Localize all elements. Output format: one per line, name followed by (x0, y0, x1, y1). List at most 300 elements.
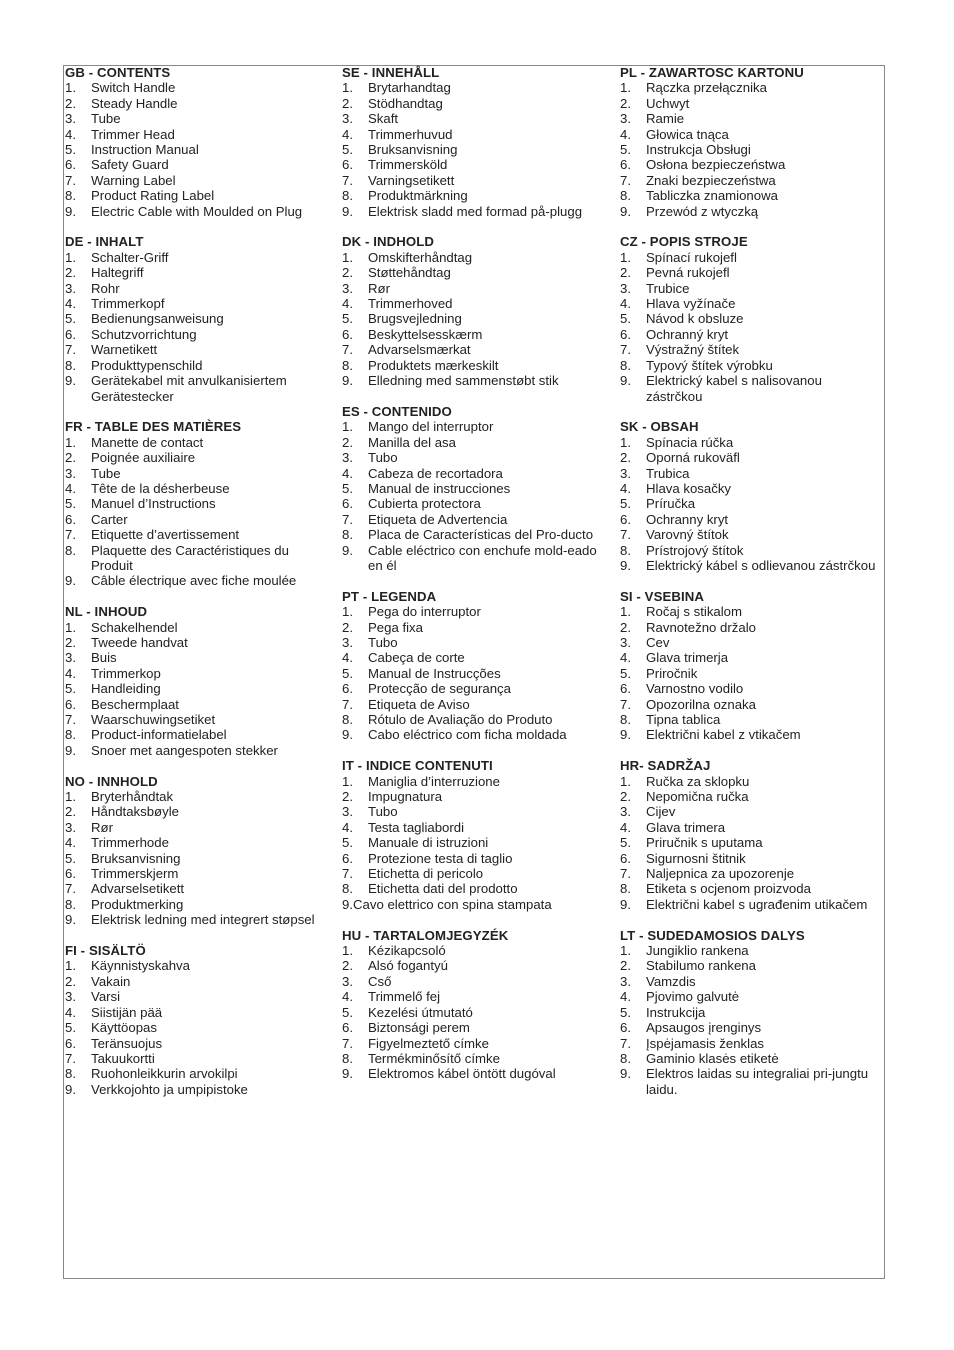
item-text: Hlava vyžínače (646, 296, 736, 312)
item-text: Protecção de segurança (368, 681, 511, 697)
item-text: Switch Handle (91, 80, 176, 96)
item-number: 5. (65, 142, 76, 158)
item-number: 7. (65, 881, 76, 897)
list-item (342, 835, 604, 850)
list-item (65, 265, 327, 280)
item-number: 2. (342, 958, 353, 974)
list-item (65, 527, 327, 542)
list-item (65, 157, 327, 172)
item-number: 1. (65, 80, 76, 96)
item-number: 2. (342, 434, 353, 450)
list-item (65, 373, 327, 404)
item-number: 9. (342, 727, 353, 743)
item-number: 5. (620, 1004, 631, 1020)
list-item (342, 296, 604, 311)
list-item (342, 281, 604, 296)
list-item (65, 727, 327, 742)
item-text: Støttehåndtag (368, 265, 451, 281)
item-text: Elledning med sammenstøbt stik (368, 373, 559, 389)
list-item (620, 1036, 882, 1051)
list-item (342, 481, 604, 496)
section-heading: HU - TARTALOMJEGYZÉK (342, 927, 509, 943)
list-item (620, 435, 882, 450)
list-item (620, 527, 882, 542)
item-number: 4. (620, 126, 631, 142)
item-text: Instrukcija (646, 1004, 706, 1020)
item-text: Rohr (91, 280, 120, 296)
item-text: Safety Guard (91, 157, 169, 173)
item-text: Vakain (91, 973, 131, 989)
item-number: 2. (65, 973, 76, 989)
contents-column-3 (620, 65, 882, 1113)
item-text: Električni kabel s ugrađenim utikačem (646, 896, 868, 912)
item-number: 2. (620, 450, 631, 466)
item-number: 6. (620, 1020, 631, 1036)
item-text: Tipna tablica (646, 712, 721, 728)
item-number: 9. (342, 542, 353, 558)
list-item (65, 80, 327, 95)
item-text: Electric Cable with Moulded on Plug (91, 203, 303, 219)
list-item (620, 804, 882, 819)
item-text: Gerätekabel mit anvulkanisiertem Gerätestecker (91, 373, 287, 404)
list-item (620, 358, 882, 373)
item-number: 8. (65, 542, 76, 558)
item-text: Električni kabel z vtikačem (646, 727, 801, 743)
list-item (342, 650, 604, 665)
item-text: Etiqueta de Aviso (368, 696, 470, 712)
list-item (342, 635, 604, 650)
item-number: 4. (65, 126, 76, 142)
item-text: Ručka za sklopku (646, 773, 750, 789)
list-item (342, 496, 604, 511)
item-text: Ročaj s stikalom (646, 604, 743, 620)
section-heading: IT - INDICE CONTENUTI (342, 758, 493, 774)
list-item (620, 681, 882, 696)
item-text: Ochranny kryt (646, 511, 729, 527)
language-section (342, 758, 604, 912)
item-number: 6. (65, 326, 76, 342)
item-text: Teränsuojus (91, 1035, 163, 1051)
item-number: 3. (620, 465, 631, 481)
item-number: 6. (342, 681, 353, 697)
item-number: 8. (620, 712, 631, 728)
item-number: 5. (342, 480, 353, 496)
item-number: 9. (65, 203, 76, 219)
list-item (65, 435, 327, 450)
list-item (65, 188, 327, 203)
list-item (620, 311, 882, 326)
list-item (342, 358, 604, 373)
list-item (620, 727, 882, 742)
item-number: 5. (620, 665, 631, 681)
item-text: Product-informatielabel (91, 727, 227, 743)
list-item (342, 789, 604, 804)
item-number: 8. (65, 188, 76, 204)
item-text: Gaminio klasės etiketė (646, 1050, 779, 1066)
language-section (342, 928, 604, 1082)
item-number: 3. (342, 973, 353, 989)
list-item (620, 974, 882, 989)
list-item (65, 866, 327, 881)
item-text: Takuukortti (91, 1050, 155, 1066)
list-item (342, 204, 604, 219)
item-text: Ruohonleikkurin arvokilpi (91, 1066, 238, 1082)
item-number: 8. (620, 188, 631, 204)
item-number: 7. (342, 172, 353, 188)
item-text: Rør (91, 819, 113, 835)
list-item (65, 327, 327, 342)
item-number: 7. (342, 696, 353, 712)
list-item (65, 1066, 327, 1081)
item-text: Spínací rukojefl (646, 249, 737, 265)
section-heading: DE - INHALT (65, 234, 144, 250)
item-text: Varovný štítok (646, 527, 729, 543)
item-number: 1. (65, 249, 76, 265)
list-item (620, 604, 882, 619)
section-heading: ES - CONTENIDO (342, 403, 452, 419)
list-item (620, 157, 882, 172)
list-item (65, 835, 327, 850)
section-heading: SI - VSEBINA (620, 588, 705, 604)
item-text: Vamzdis (646, 973, 696, 989)
list-item (620, 127, 882, 142)
item-text: Siistijän pää (91, 1004, 163, 1020)
item-number: 6. (342, 496, 353, 512)
item-number: 5. (342, 142, 353, 158)
list-item (65, 1036, 327, 1051)
item-number: 2. (342, 789, 353, 805)
item-text: Instrukcja Obsługi (646, 142, 751, 158)
item-text: Opozorilna oznaka (646, 696, 756, 712)
item-number: 9. (620, 203, 631, 219)
list-item (65, 173, 327, 188)
item-text: Manual de instrucciones (368, 480, 511, 496)
item-text: Elektrisk ledning med integrert støpsel (91, 912, 315, 928)
item-number: 8. (65, 727, 76, 743)
item-text: Priručnik s uputama (646, 835, 763, 851)
item-text: Varningsetikett (368, 172, 455, 188)
item-text: Bedienungsanweisung (91, 311, 224, 327)
item-text: Produktmärkning (368, 188, 468, 204)
item-text: Spínacia rúčka (646, 434, 734, 450)
item-number: 3. (620, 973, 631, 989)
list-item (342, 851, 604, 866)
item-text: Príručka (646, 496, 696, 512)
item-text: Warnetikett (91, 342, 158, 358)
item-number: 9. (342, 203, 353, 219)
item-text: Cső (368, 973, 392, 989)
item-text: Brytarhandtag (368, 80, 451, 96)
item-number: 6. (620, 511, 631, 527)
item-number: 1. (342, 419, 353, 435)
list-item (620, 481, 882, 496)
list-item (65, 450, 327, 465)
item-number: 9. (620, 727, 631, 743)
list-item (342, 820, 604, 835)
item-number: 9. (620, 896, 631, 912)
list-item (620, 543, 882, 558)
item-number: 8. (65, 1066, 76, 1082)
list-item (342, 311, 604, 326)
section-heading: GB - CONTENTS (65, 65, 171, 80)
item-number: 7. (620, 696, 631, 712)
item-number: 6. (65, 511, 76, 527)
list-item (65, 296, 327, 311)
item-number: 3. (620, 280, 631, 296)
list-item (620, 250, 882, 265)
item-number: 1. (65, 434, 76, 450)
item-text: Biztonsági perem (368, 1020, 470, 1036)
item-text: Etiketa s ocjenom proizvoda (646, 881, 811, 897)
list-item (342, 774, 604, 789)
item-text: Warning Label (91, 172, 176, 188)
language-section (65, 234, 327, 403)
item-text: Ramie (646, 111, 685, 127)
section-heading: LT - SUDEDAMOSIOS DALYS (620, 927, 805, 943)
item-text: Waarschuwingsetiket (91, 712, 216, 728)
item-text: Bruksanvisning (368, 142, 458, 158)
item-number: 2. (65, 265, 76, 281)
item-number: 5. (342, 1004, 353, 1020)
list-item (342, 974, 604, 989)
item-text: Placa de Características del Pro-ducto (368, 527, 594, 543)
item-text: Hlava kosačky (646, 480, 732, 496)
item-number: 4. (620, 480, 631, 496)
item-number: 5. (342, 665, 353, 681)
list-item (620, 620, 882, 635)
item-text: Manilla del asa (368, 434, 456, 450)
list-item (620, 1051, 882, 1066)
item-text: Trimmelő fej (368, 989, 441, 1005)
list-item (65, 974, 327, 989)
item-text: Elektros laidas su integraliai pri-jungtu laidu. (646, 1066, 869, 1097)
item-text: Tabliczka znamionowa (646, 188, 778, 204)
item-text: Typový štítek výrobku (646, 357, 773, 373)
item-text: Priročnik (646, 665, 698, 681)
item-number: 3. (65, 465, 76, 481)
list-item (65, 1082, 327, 1097)
item-text: Verkkojohto ja umpipistoke (91, 1081, 248, 1097)
item-text: Produktmerking (91, 896, 184, 912)
list-item (342, 866, 604, 881)
list-item (342, 881, 604, 896)
item-text: Tweede handvat (91, 634, 188, 650)
item-text: Trimmerhuvud (368, 126, 453, 142)
item-number: 3. (620, 634, 631, 650)
item-text: Cubierta protectora (368, 496, 481, 512)
item-number: 7. (342, 511, 353, 527)
item-number: 6. (342, 850, 353, 866)
item-text: Käyttöopas (91, 1020, 157, 1036)
item-text: Beskyttelsesskærm (368, 326, 483, 342)
item-number: 1. (342, 249, 353, 265)
list-item (342, 543, 604, 574)
item-text: Manual de Instrucções (368, 665, 501, 681)
item-number: 4. (342, 296, 353, 312)
item-number: 4. (620, 650, 631, 666)
item-text: Haltegriff (91, 265, 144, 281)
list-item (342, 1051, 604, 1066)
item-text: Elektrisk sladd med formad på-plugg (368, 203, 583, 219)
item-text: Produkttypenschild (91, 357, 203, 373)
list-item (65, 496, 327, 511)
item-number: 1. (342, 943, 353, 959)
item-text: Alsó fogantyú (368, 958, 448, 974)
item-text: Figyelmeztető címke (368, 1035, 489, 1051)
item-text: Steady Handle (91, 95, 178, 111)
item-text: Uchwyt (646, 95, 690, 111)
item-number: 9. (65, 573, 76, 589)
list-item (620, 80, 882, 95)
list-item (620, 204, 882, 219)
item-text: Etichetta dati del prodotto (368, 881, 518, 897)
item-text: Znaki bezpieczeństwa (646, 172, 776, 188)
item-text: Schutzvorrichtung (91, 326, 197, 342)
item-number: 7. (620, 527, 631, 543)
item-number: 4. (65, 665, 76, 681)
item-number: 2. (620, 95, 631, 111)
item-number: 1. (620, 604, 631, 620)
item-text: Etiquette d’avertissement (91, 527, 240, 543)
list-item (342, 666, 604, 681)
list-item (65, 342, 327, 357)
item-number: 8. (620, 1050, 631, 1066)
item-number: 8. (65, 357, 76, 373)
item-text: Trimmersköld (368, 157, 448, 173)
item-number: 4. (342, 819, 353, 835)
list-item (65, 897, 327, 912)
list-item (65, 989, 327, 1004)
item-number: 1. (65, 958, 76, 974)
item-number: 6. (342, 326, 353, 342)
list-item (342, 1020, 604, 1035)
list-item (620, 450, 882, 465)
item-number: 7. (342, 342, 353, 358)
item-number: 4. (342, 989, 353, 1005)
item-text: Stödhandtag (368, 95, 443, 111)
item-number: 8. (342, 881, 353, 897)
item-number: 4. (620, 819, 631, 835)
item-text: Pevná rukojefl (646, 265, 730, 281)
item-text: Cijev (646, 804, 676, 820)
item-number: 7. (65, 172, 76, 188)
list-item (620, 1020, 882, 1035)
item-number: 4. (65, 480, 76, 496)
language-section (342, 404, 604, 573)
item-number: 8. (620, 357, 631, 373)
item-number: 4. (65, 1004, 76, 1020)
list-item (620, 897, 882, 912)
item-text: Trimmerhode (91, 835, 169, 851)
list-item (342, 450, 604, 465)
language-section (65, 65, 327, 219)
item-number: 4. (342, 465, 353, 481)
item-text: Pega fixa (368, 619, 423, 635)
item-text: Beschermplaat (91, 696, 179, 712)
list-item (620, 697, 882, 712)
item-number: 9. (620, 373, 631, 389)
item-number: 7. (342, 1035, 353, 1051)
item-text: Tube (91, 465, 121, 481)
list-item (620, 866, 882, 881)
item-text: Nepomična ručka (646, 789, 749, 805)
item-number: 2. (65, 804, 76, 820)
item-number: 5. (620, 496, 631, 512)
list-item (342, 620, 604, 635)
item-text: Etichetta di pericolo (368, 866, 484, 882)
list-item (620, 512, 882, 527)
list-item (65, 311, 327, 326)
item-number: 6. (342, 1020, 353, 1036)
item-number: 1. (620, 943, 631, 959)
list-item (620, 342, 882, 357)
item-text: Manuel d’Instructions (91, 496, 216, 512)
language-section (620, 758, 882, 912)
list-item (342, 1036, 604, 1051)
list-item (65, 204, 327, 219)
item-text: Buis (91, 650, 117, 666)
list-item (65, 358, 327, 373)
language-section (65, 774, 327, 928)
item-number: 6. (620, 326, 631, 342)
item-text: Pega do interruptor (368, 604, 481, 620)
list-item (65, 712, 327, 727)
section-heading: SK - OBSAH (620, 419, 699, 435)
item-number: 3. (65, 819, 76, 835)
list-item (65, 666, 327, 681)
list-item (65, 250, 327, 265)
item-number: 5. (65, 1020, 76, 1036)
language-section (342, 589, 604, 743)
list-item (620, 327, 882, 342)
item-text: Osłona bezpieczeństwa (646, 157, 786, 173)
item-number: 4. (65, 296, 76, 312)
item-number: 7. (65, 712, 76, 728)
item-number: 5. (620, 835, 631, 851)
item-number: 3. (620, 111, 631, 127)
list-item (65, 804, 327, 819)
item-number: 3. (342, 280, 353, 296)
item-number: 2. (342, 619, 353, 635)
item-text: Snoer met aangespoten stekker (91, 742, 278, 758)
item-number: 8. (342, 357, 353, 373)
item-text: Schalter-Griff (91, 249, 169, 265)
list-item (342, 111, 604, 126)
item-text: 9.Cavo elettrico con spina stampata (342, 896, 552, 912)
item-text: Trimmerkop (91, 665, 161, 681)
item-number: 8. (65, 896, 76, 912)
list-item (342, 1066, 604, 1081)
item-number: 4. (342, 650, 353, 666)
item-number: 1. (620, 434, 631, 450)
item-number: 6. (342, 157, 353, 173)
item-text: Poignée auxiliaire (91, 450, 196, 466)
list-item (620, 1066, 882, 1097)
list-item (342, 958, 604, 973)
list-item (65, 111, 327, 126)
item-number: 1. (620, 249, 631, 265)
item-number: 5. (65, 496, 76, 512)
item-text: Tête de la désherbeuse (91, 480, 230, 496)
list-item (620, 142, 882, 157)
item-text: Ravnotežno držalo (646, 619, 756, 635)
item-text: Kezelési útmutató (368, 1004, 473, 1020)
item-text: Cabeza de recortadora (368, 465, 503, 481)
item-text: Oporná rukoväfl (646, 450, 740, 466)
list-item (620, 712, 882, 727)
section-heading: SE - INNEHÅLL (342, 65, 440, 80)
list-item (620, 466, 882, 481)
